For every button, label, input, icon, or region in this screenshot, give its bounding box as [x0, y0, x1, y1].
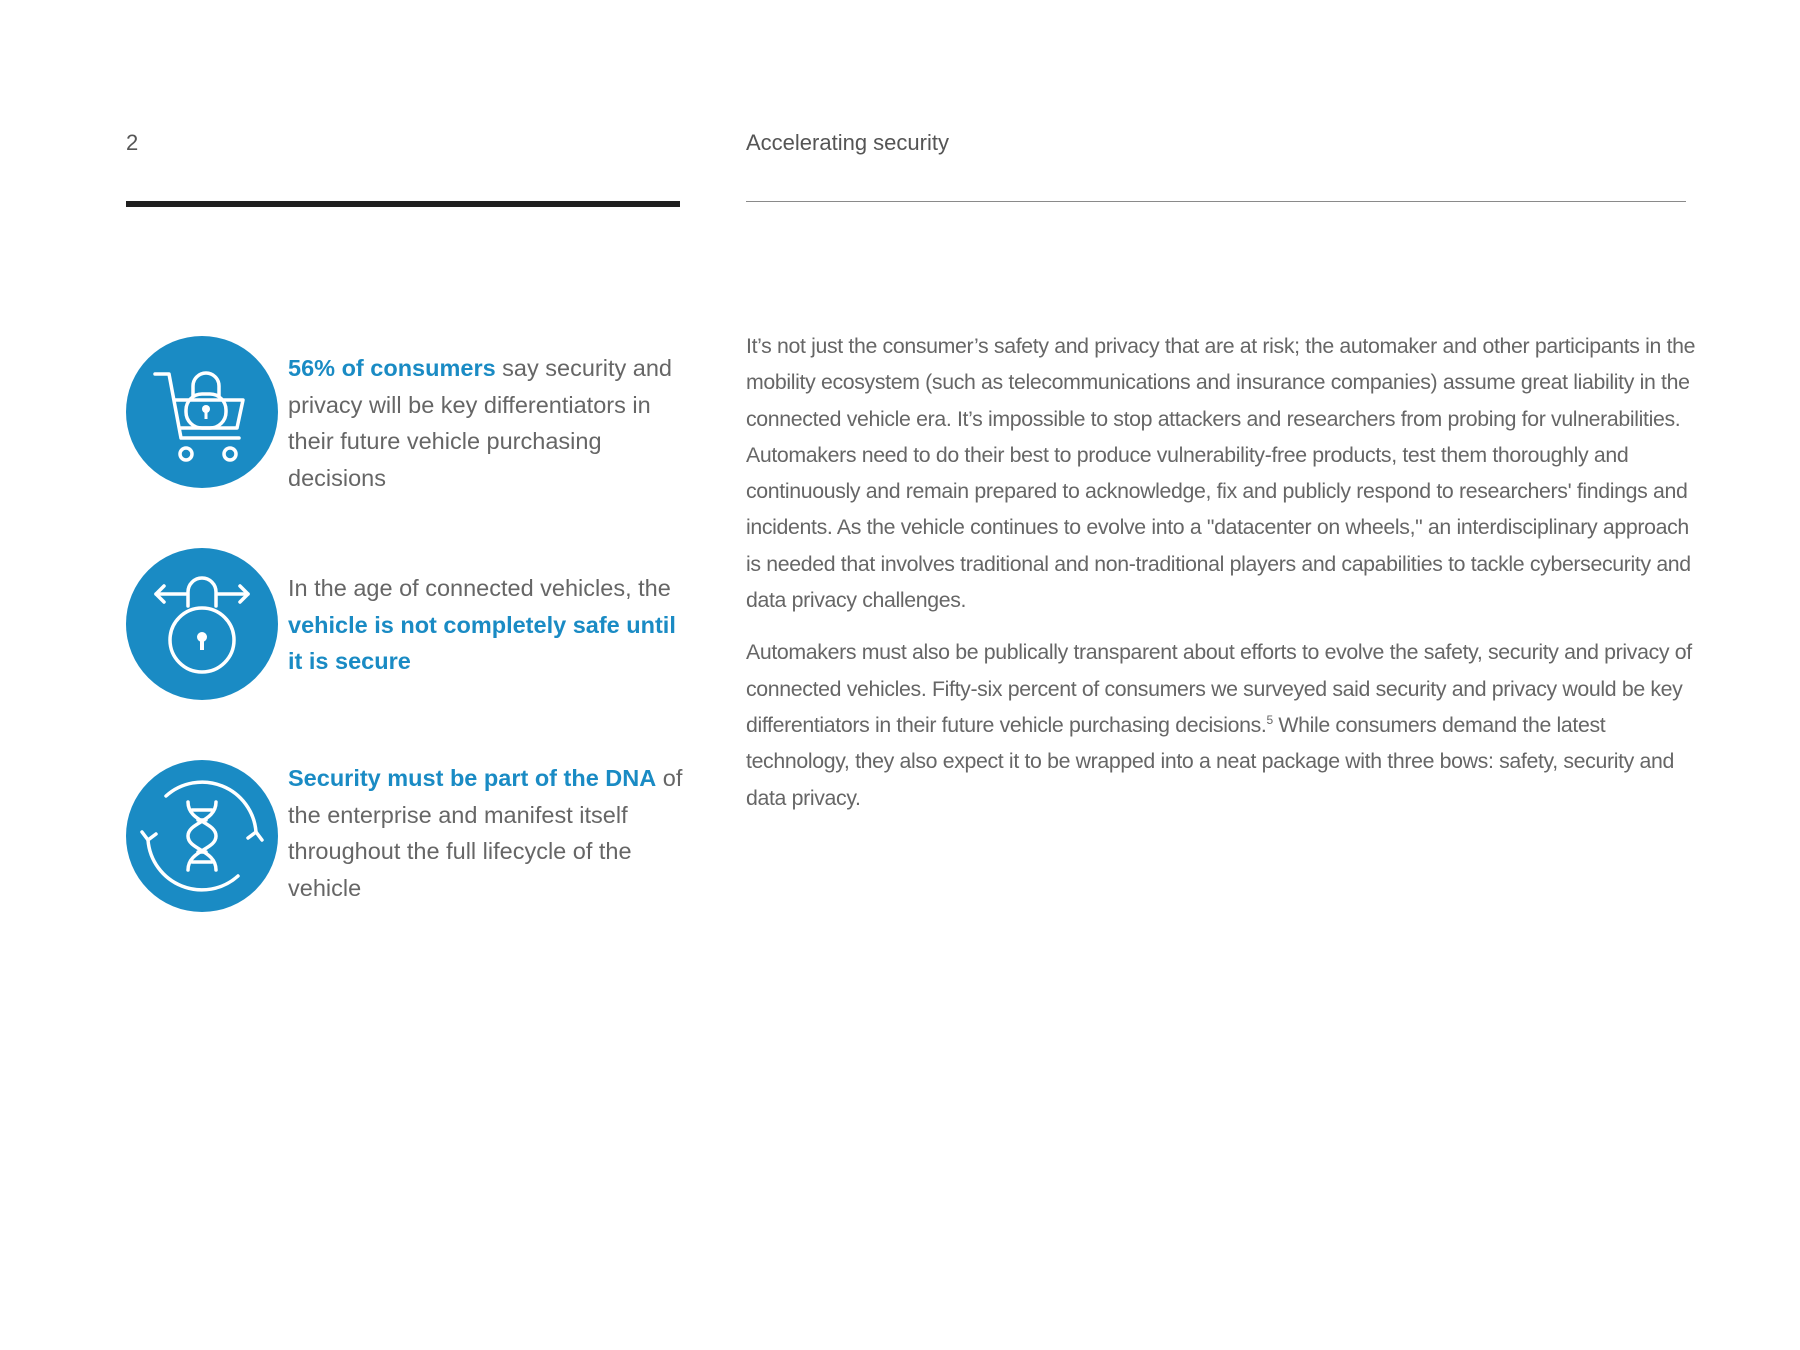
- shopping-cart-lock-icon: [126, 336, 278, 488]
- body-paragraph: [746, 634, 1696, 815]
- body-copy: [746, 328, 1696, 832]
- callout-body: say security and privacy will be key differentiators in their future vehicle purchasing decisions: [288, 355, 672, 491]
- callout-consumer-stat: [126, 336, 686, 496]
- callout-highlight: 56% of consumers: [288, 355, 496, 381]
- callout-text: [288, 760, 688, 906]
- footnote-ref[interactable]: 5: [1266, 712, 1273, 727]
- body-paragraph-start: Automakers must also be publically transparent about efforts to evolve the safety, security and privacy of connected vehicles. Fifty-six percent of consumers we surveyed said security and privacy would be key differentiators in their future vehicle purchasing decisions.: [746, 640, 1692, 737]
- callout-highlight: vehicle is not completely safe until it is secure: [288, 611, 676, 674]
- page-number: 2: [126, 130, 139, 155]
- running-header: Accelerating security: [746, 130, 949, 155]
- callout-body: of the enterprise and manifest itself throughout the full lifecycle of the vehicle: [288, 765, 683, 901]
- dna-cycle-icon: [126, 760, 278, 912]
- body-paragraph-end: While consumers demand the latest technology, they also expect it to be wrapped into a neat package with three bows: safety, security and data privacy.: [746, 712, 1675, 810]
- callout-security-dna: [126, 760, 686, 920]
- callout-highlight: Security must be part of the DNA: [288, 765, 657, 791]
- callout-text: [288, 570, 688, 680]
- callout-text: [288, 350, 688, 496]
- callout-body: In the age of connected vehicles, the: [288, 575, 671, 601]
- header-rule-thick: [126, 201, 680, 207]
- callout-safe-secure: [126, 548, 686, 708]
- expanding-padlock-icon: [126, 548, 278, 700]
- body-paragraph: It’s not just the consumer’s safety and privacy that are at risk; the automaker and other participants in the mobility ecosystem (such as telecommunications and insurance companies) assume great liability in the connected vehicle era. It’s impossible to stop attackers and researchers from probing for vulnerabilities. Automakers need to do their best to produce vulnerability-free products, test them thoroughly and continuously and remain prepared to acknowledge, fix and publicly respond to researchers' findings and incidents. As the vehicle continues to evolve into a "datacenter on wheels," an interdisciplinary approach is needed that involves traditional and non-traditional players and capabilities to tackle cybersecurity and data privacy challenges.: [746, 334, 1696, 613]
- header-rule-thin: [746, 201, 1686, 202]
